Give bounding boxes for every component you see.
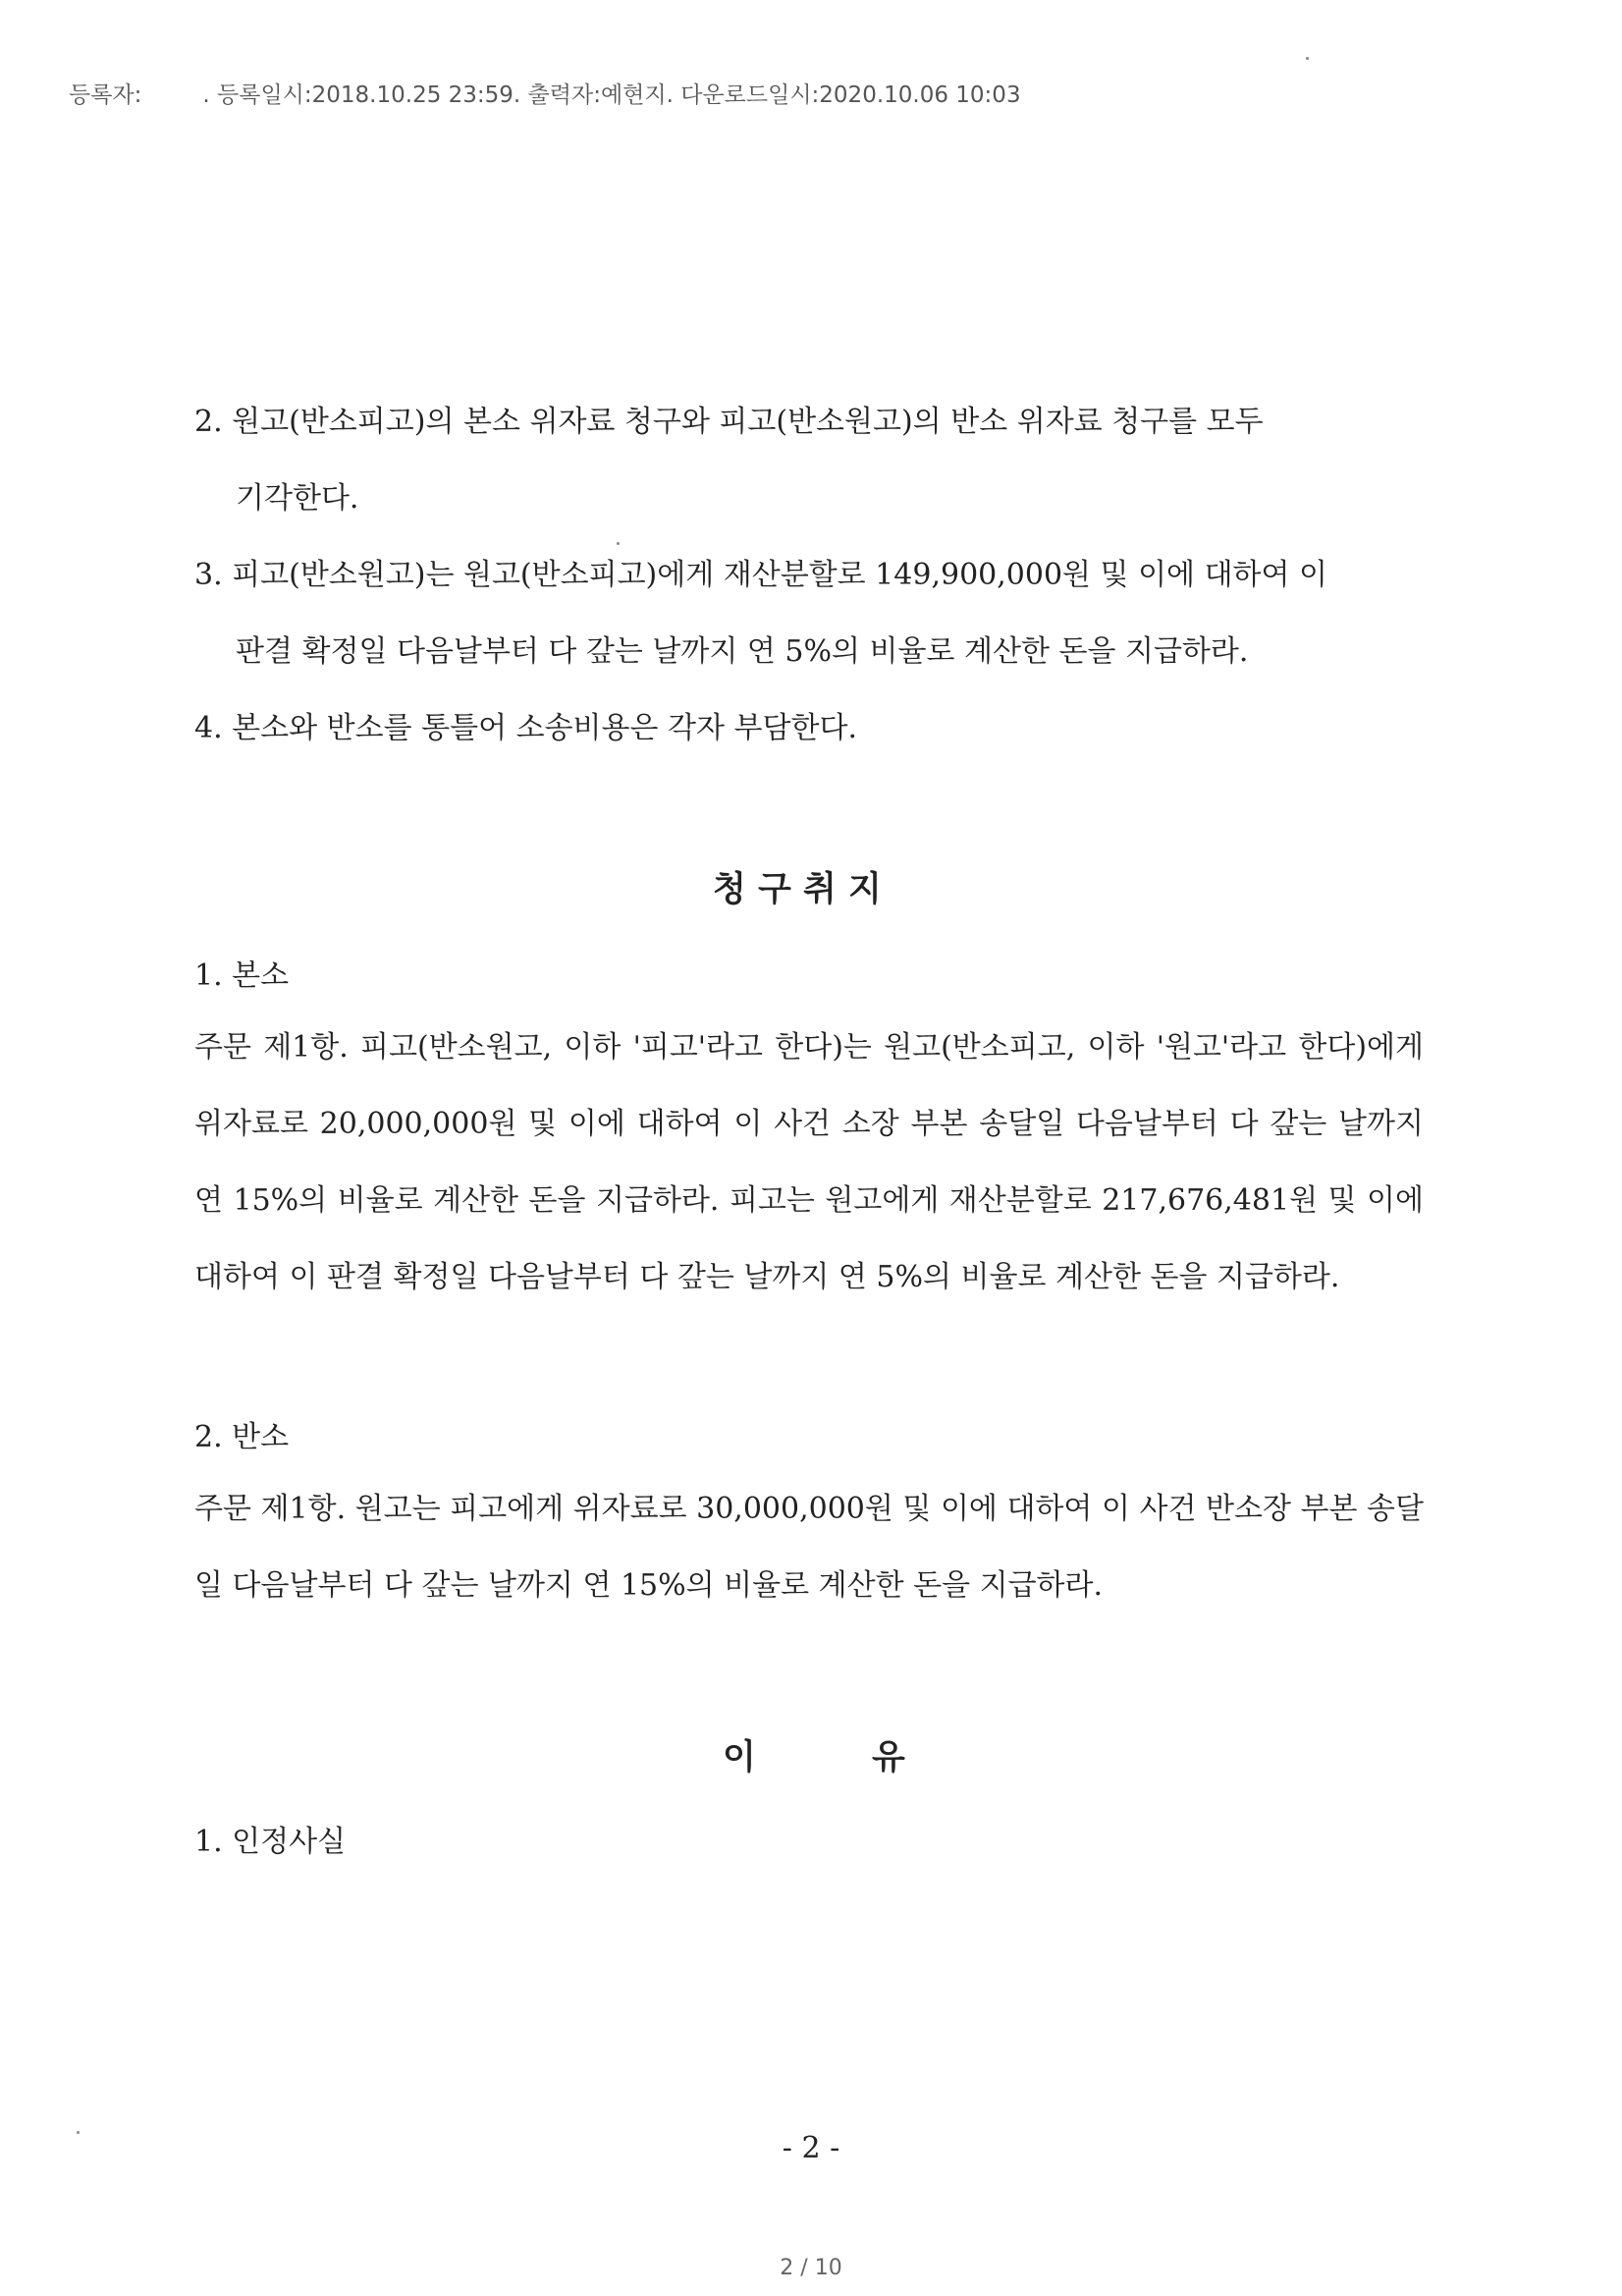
reason-heading-char2: 유 (872, 1738, 905, 1777)
reason-heading-char1: 이 (723, 1738, 756, 1777)
judgment-item-2-line2: 기각한다. (236, 481, 359, 516)
reason-item-1: 1. 인정사실 (194, 1825, 347, 1859)
document-header (69, 77, 1021, 109)
scan-speck (77, 2131, 80, 2134)
judgment-item-3-line2: 판결 확정일 다음날부터 다 갚는 날까지 연 5%의 비율로 계산한 돈을 지급하라. (236, 634, 1249, 669)
judgment-item-3-line1: 3. 피고(반소원고)는 원고(반소피고)에게 재산분할로 149,900,000원 및 이에 대하여 이 (194, 558, 1328, 592)
claim-heading: 청 구 취 지 (713, 870, 882, 909)
claim-main-label: 1. 본소 (194, 958, 290, 993)
claim-main-text: 주문 제1항. 피고(반소원고, 이하 '피고'라고 한다)는 원고(반소피고, 이하 '원고'라고 한다)에게 위자료로 20,000,000원 및 이에 대하여 이 사건 소장 부본 송달일 다음날부터 다 갚는 날까지 연 15%의 비율로 계산한 돈을 지급하라. 피고는 원고에게 재산분할로 217,676,481원 및 이에 대하여 이 판결 확정일 다음날부터 다 갚는 날까지 연 5%의 비율로 계산한 돈을 지급하라. (194, 1030, 1424, 1294)
scan-speck (617, 542, 620, 545)
judgment-item-2-line1: 2. 원고(반소피고)의 본소 위자료 청구와 피고(반소원고)의 반소 위자료 청구를 모두 (194, 405, 1264, 439)
header-meta: . 등록일시:2018.10.25 23:59. 출력자:예현지. 다운로드일시:2020.10.06 10:03 (202, 82, 1021, 108)
claim-counter-label: 2. 반소 (194, 1420, 290, 1454)
claim-counter-text: 주문 제1항. 원고는 피고에게 위자료로 30,000,000원 및 이에 대하여 이 사건 반소장 부본 송달일 다음날부터 다 갚는 날까지 연 15%의 비율로 계산한 돈을 지급하라. (194, 1492, 1424, 1603)
page-count: 2 / 10 (780, 2256, 842, 2280)
page-number: - 2 - (782, 2131, 840, 2165)
scan-speck (1306, 57, 1309, 60)
judgment-item-4: 4. 본소와 반소를 통틀어 소송비용은 각자 부담한다. (194, 711, 857, 745)
registrant-label: 등록자: (69, 82, 142, 108)
